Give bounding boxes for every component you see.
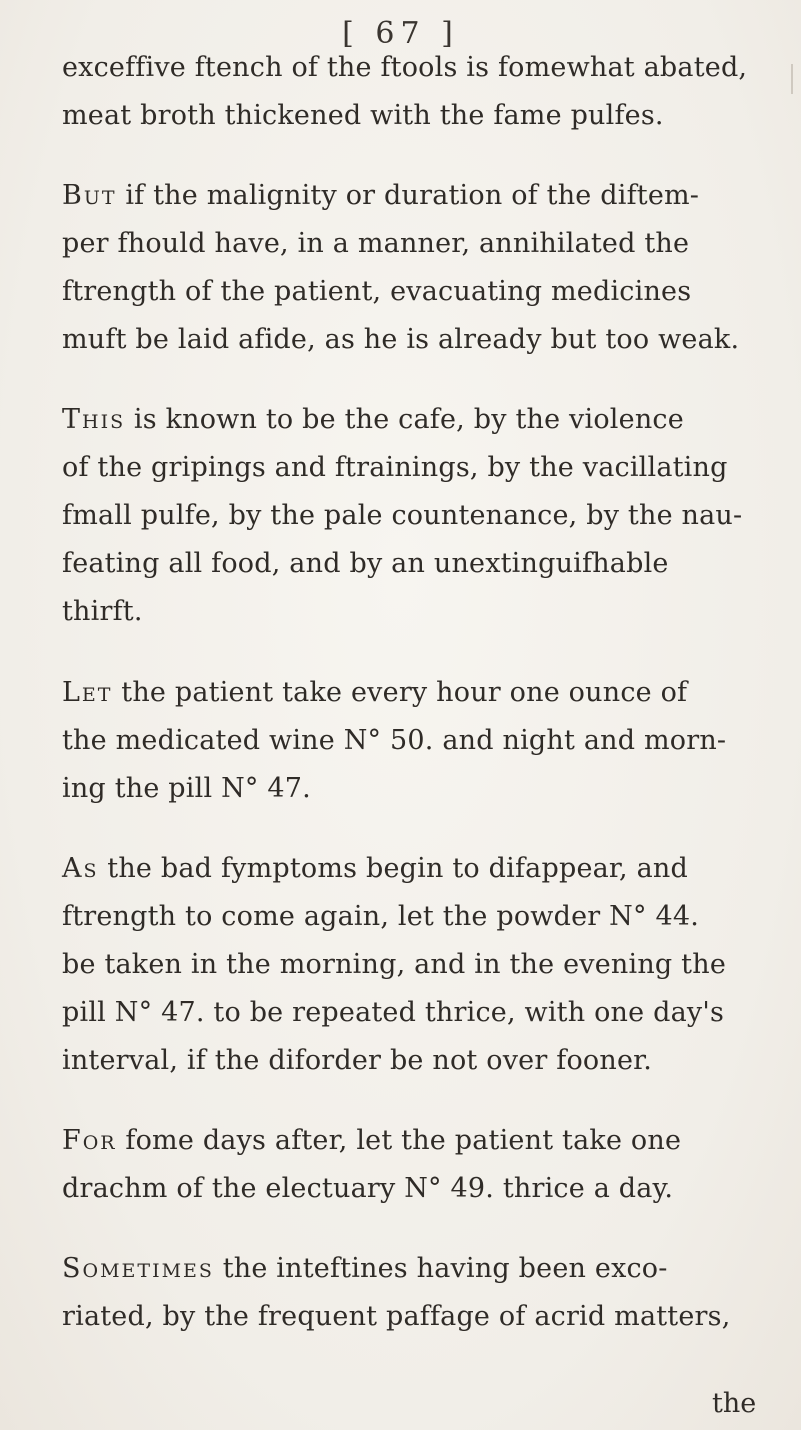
text-line	[62, 226, 689, 262]
line-text: riated, by the frequent paffage of acrid matters,	[62, 1301, 731, 1332]
paragraph-lead-word: This	[62, 404, 126, 435]
text-line	[62, 723, 726, 759]
text-line	[62, 1043, 652, 1079]
paragraph-lead-word: Sometimes	[62, 1253, 214, 1284]
text-line	[62, 274, 691, 310]
line-text: fmall pulfe, by the pale countenance, by the nau-	[62, 500, 743, 531]
line-text: be taken in the morning, and in the evening the	[62, 949, 727, 980]
line-text: thirft.	[62, 596, 143, 627]
line-text: the bad fymptoms begin to difappear, and	[98, 853, 688, 884]
text-line	[62, 322, 739, 358]
line-text: meat broth thickened with the fame pulfes.	[62, 100, 664, 131]
page-number-header: [ 67 ]	[342, 16, 459, 51]
text-line	[62, 947, 726, 983]
line-text: of the gripings and ftrainings, by the vacillating	[62, 452, 728, 483]
text-line	[62, 98, 664, 134]
line-text: interval, if the diforder be not over fooner.	[62, 1045, 653, 1076]
text-line	[62, 178, 699, 214]
paragraph-lead-word: As	[62, 853, 99, 884]
text-line	[62, 546, 669, 582]
line-text: is known to be the cafe, by the violence	[125, 404, 684, 435]
text-line	[62, 594, 143, 630]
line-text: if the malignity or duration of the diftem-	[116, 180, 700, 211]
paragraph-lead-word: But	[62, 180, 117, 211]
line-text: feating all food, and by an unextinguifhable	[62, 548, 669, 579]
text-line	[62, 450, 728, 486]
line-text: per fhould have, in a manner, annihilated the	[62, 228, 690, 259]
line-text: ftrength to come again, let the powder N° 44.	[62, 901, 700, 932]
text-line	[62, 1299, 730, 1335]
line-text: the patient take every hour one ounce of	[112, 677, 688, 708]
line-text: pill N° 47. to be repeated thrice, with one day's	[62, 997, 725, 1028]
text-line	[62, 1251, 668, 1287]
text-line	[62, 402, 684, 438]
text-line	[62, 1123, 681, 1159]
text-line	[62, 498, 742, 534]
text-line	[62, 995, 724, 1031]
text-line	[62, 851, 688, 887]
line-text: muft be laid afide, as he is already but too weak.	[62, 324, 740, 355]
text-line	[62, 899, 699, 935]
text-line	[62, 771, 311, 807]
line-text: fome days after, let the patient take one	[116, 1125, 682, 1156]
text-line	[62, 1171, 673, 1207]
margin-mark	[791, 64, 793, 94]
paragraph-lead-word: Let	[62, 677, 113, 708]
line-text: the inteftines having been exco-	[213, 1253, 668, 1284]
line-text: ftrength of the patient, evacuating medicines	[62, 276, 692, 307]
line-text: the medicated wine N° 50. and night and morn-	[62, 725, 727, 756]
line-text: ing the pill N° 47.	[62, 773, 311, 804]
catchword: the	[712, 1388, 757, 1419]
line-text: exceffive ftench of the ftools is fomewhat abated,	[62, 52, 748, 83]
text-line	[62, 50, 747, 86]
text-line	[62, 675, 687, 711]
line-text: drachm of the electuary N° 49. thrice a day.	[62, 1173, 674, 1204]
paragraph-lead-word: For	[62, 1125, 117, 1156]
